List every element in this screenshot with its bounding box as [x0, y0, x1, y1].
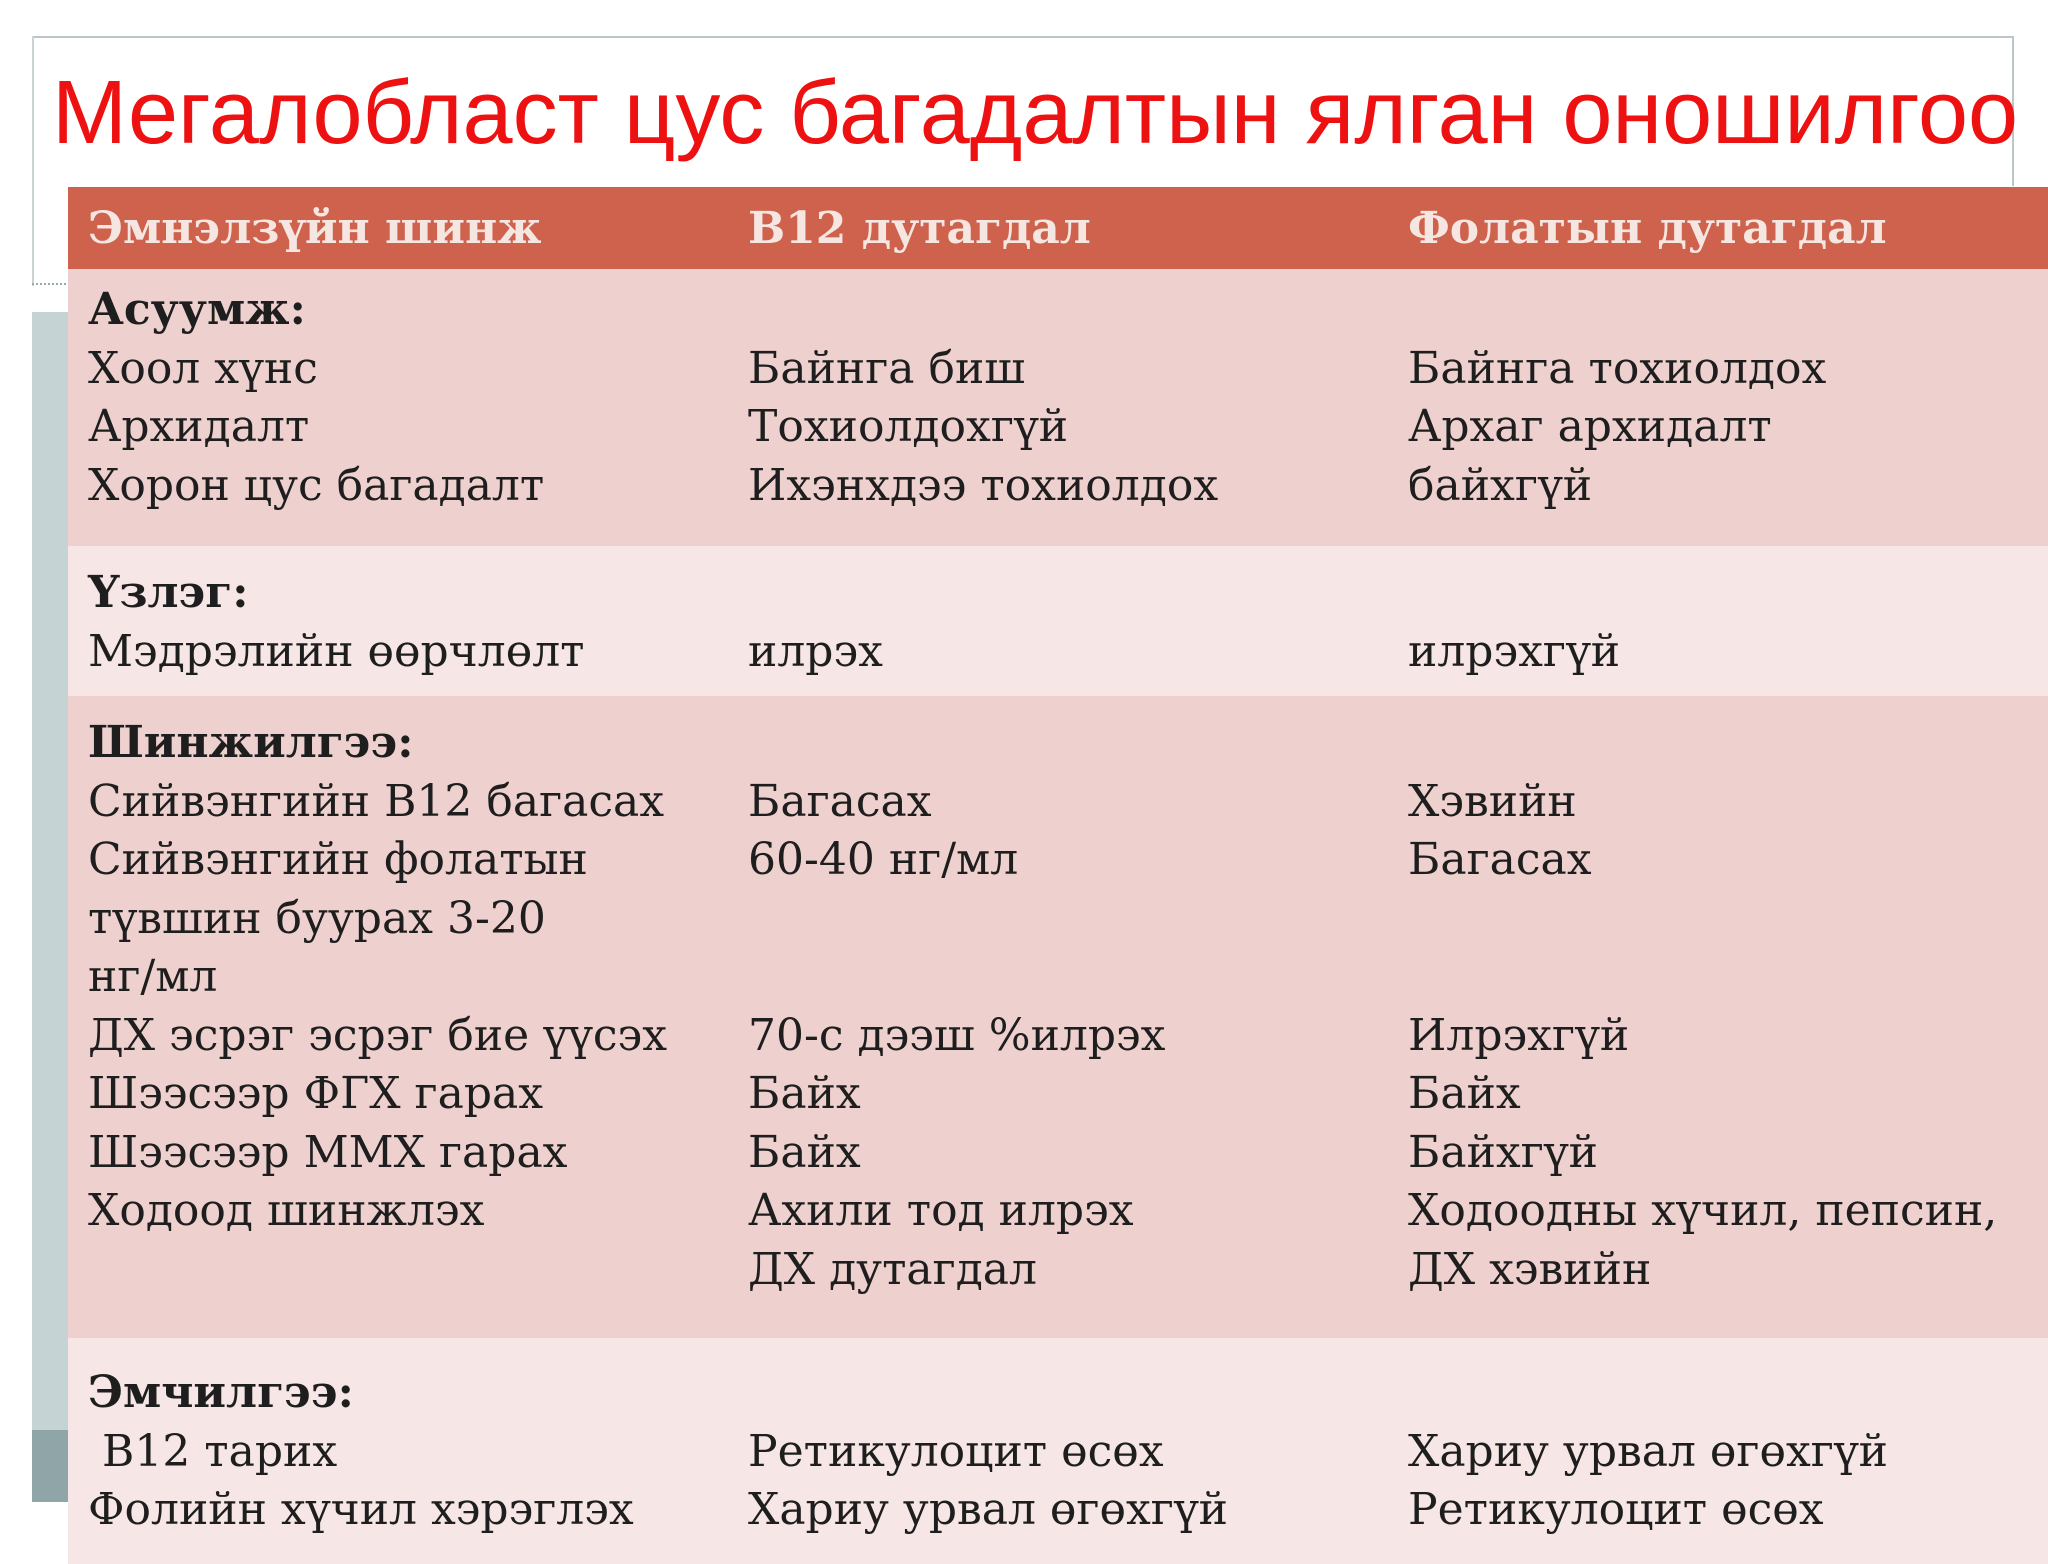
slide-title: Мегалобласт цус багадалтын ялган оношилгоо	[52, 63, 2019, 163]
sign-line: Шээсээр ФГХ гарах	[88, 1068, 544, 1119]
side-accent-bar	[32, 312, 68, 1502]
value-line: байхгүй	[1408, 459, 1593, 511]
value-line: илрэх	[748, 625, 883, 677]
lab-folate-cell	[1388, 696, 2048, 1338]
history-b12-cell	[728, 269, 1388, 546]
table-row-history	[68, 269, 2048, 546]
slide-frame-left	[32, 36, 34, 286]
value-line: Хариу урвал өгөхгүй	[1408, 1425, 1889, 1477]
history-folate-cell	[1388, 269, 2048, 546]
sign-line: Хоол хүнс	[88, 342, 318, 394]
comparison-table-wrapper	[68, 187, 2048, 1535]
section-heading-laboratory: Шинжилгээ:	[88, 717, 414, 768]
value-line: Байх	[748, 1126, 861, 1178]
section-heading-history: Асуумж:	[88, 284, 306, 335]
history-signs-cell	[68, 269, 728, 546]
value-line: Байнга биш	[748, 342, 1026, 394]
value-line: Багасах	[1408, 834, 1592, 885]
table-row-examination	[68, 546, 2048, 696]
value-line: илрэхгүй	[1408, 625, 1621, 677]
lab-signs-cell	[68, 696, 728, 1338]
sign-line: Сийвэнгийн В12 багасах	[88, 775, 665, 827]
value-line: Ретикулоцит өсөх	[1408, 1484, 1824, 1535]
value-line: Байх	[1408, 1068, 1521, 1119]
value-line: ДХ хэвийн	[1408, 1243, 1652, 1295]
value-line: Ахили тод илрэх	[748, 1185, 1134, 1236]
sign-line: В12 тарих	[88, 1425, 338, 1477]
value-line: Тохиолдохгүй	[748, 401, 1069, 452]
header-clinical-sign: Эмнэлзүйн шинж	[68, 187, 728, 269]
table-row-treatment	[68, 1338, 2048, 1564]
sign-line: түвшин буурах 3-20	[88, 892, 546, 944]
sign-line: Шээсээр ММХ гарах	[88, 1126, 568, 1178]
value-line: Ихэнхдээ тохиолдох	[748, 459, 1219, 511]
lab-b12-cell	[728, 696, 1388, 1338]
value-line: Архаг архидалт	[1408, 401, 1772, 452]
value-line: Байх	[748, 1068, 861, 1119]
sign-line: ДХ эсрэг эсрэг бие үүсэх	[88, 1009, 668, 1061]
section-heading-treatment: Эмчилгээ:	[88, 1367, 354, 1418]
treatment-b12-cell	[728, 1338, 1388, 1564]
sign-line: Сийвэнгийн фолатын	[88, 834, 588, 885]
exam-folate-cell	[1388, 546, 2048, 696]
side-accent-bar-dark	[32, 1430, 68, 1502]
value-line: Илрэхгүй	[1408, 1009, 1630, 1061]
value-line: 60-40 нг/мл	[748, 834, 1019, 885]
sign-line: Хорон цус багадалт	[88, 459, 545, 511]
dotted-divider	[32, 283, 70, 285]
header-b12-deficiency: В12 дутагдал	[728, 187, 1388, 269]
treatment-folate-cell	[1388, 1338, 2048, 1564]
value-line: Байнга тохиолдох	[1408, 342, 1827, 394]
sign-line: Фолийн хүчил хэрэглэх	[88, 1484, 634, 1535]
value-line: 70-с дээш %илрэх	[748, 1009, 1166, 1061]
exam-b12-cell	[728, 546, 1388, 696]
value-line: Хариу урвал өгөхгүй	[748, 1484, 1229, 1535]
sign-line: нг/мл	[88, 951, 218, 1002]
value-line: Багасах	[748, 775, 932, 827]
value-line: Хэвийн	[1408, 775, 1577, 827]
treatment-signs-cell	[68, 1338, 728, 1564]
slide-frame-top	[32, 36, 2014, 38]
section-heading-examination: Үзлэг:	[88, 567, 249, 618]
value-line: Ходоодны хүчил, пепсин,	[1408, 1185, 1998, 1236]
comparison-table	[68, 187, 2048, 1564]
table-row-laboratory	[68, 696, 2048, 1338]
sign-line: Ходоод шинжлэх	[88, 1185, 485, 1236]
sign-line: Мэдрэлийн өөрчлөлт	[88, 625, 585, 677]
value-line: Байхгүй	[1408, 1126, 1598, 1178]
value-line: Ретикулоцит өсөх	[748, 1425, 1164, 1477]
value-line: ДХ дутагдал	[748, 1243, 1037, 1295]
table-header-row	[68, 187, 2048, 269]
exam-signs-cell	[68, 546, 728, 696]
header-folate-deficiency: Фолатын дутагдал	[1388, 187, 2048, 269]
sign-line: Архидалт	[88, 401, 310, 452]
